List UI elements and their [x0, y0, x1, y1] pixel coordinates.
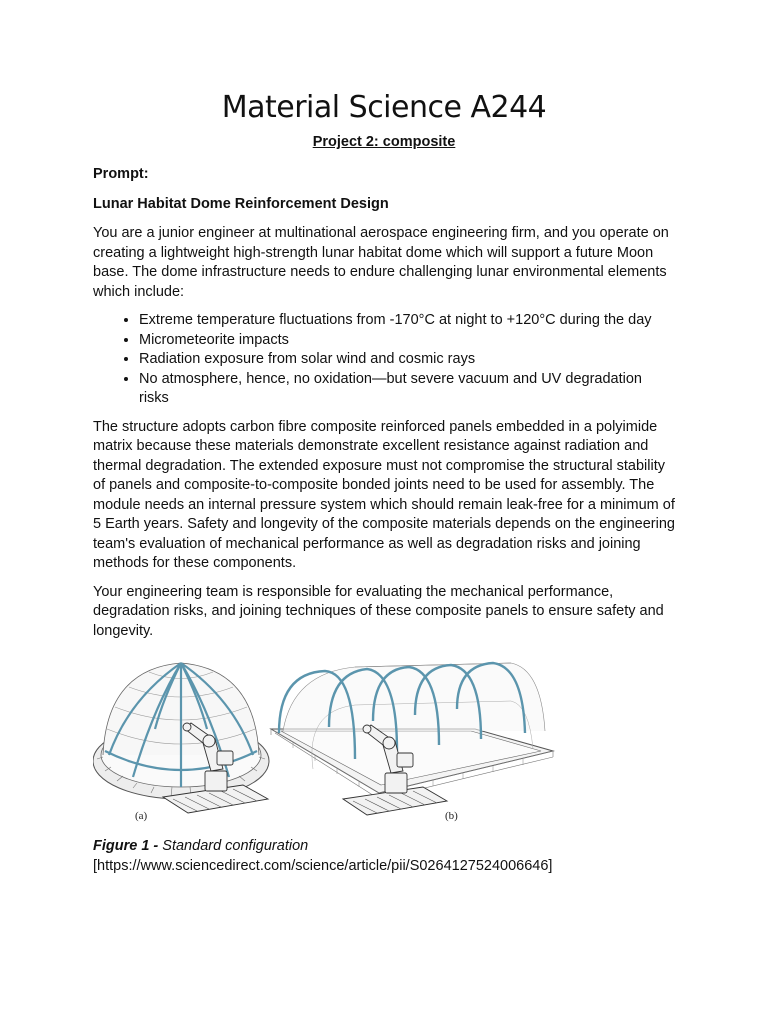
- figure-label-b: (b): [445, 810, 458, 822]
- list-item: • No atmosphere, hence, no oxidation—but severe vacuum and UV degradation risks: [139, 370, 675, 409]
- tunnel-illustration: [271, 663, 553, 799]
- list-item: • Extreme temperature fluctuations from -170°C at night to +120°C during the day: [139, 311, 675, 331]
- list-item: • Radiation exposure from solar wind and cosmic rays: [139, 350, 675, 370]
- figure-number: Figure 1 -: [93, 838, 159, 854]
- figure-label-a: (a): [135, 810, 148, 822]
- figure-caption-text: Standard configuration: [162, 838, 309, 854]
- list-item: • Micrometeorite impacts: [139, 331, 675, 351]
- section-title: Lunar Habitat Dome Reinforcement Design: [93, 196, 389, 212]
- habitat-figure: [93, 659, 563, 829]
- intro-paragraph: You are a junior engineer at multinational aerospace engineering firm, and you operate on creating a lightweight high-strength lunar habitat dome which will support a future Moon base. The dome infrastructure needs to endure challenging lunar environmental elements which include:: [93, 225, 669, 300]
- document-title: Material Science A244: [221, 90, 547, 125]
- dome-illustration: [93, 663, 269, 799]
- habitat-illustration: [93, 659, 563, 829]
- team-paragraph: Your engineering team is responsible for evaluating the mechanical performance, degradation risks, and joining techniques of these composite panels to ensure safety and longevity.: [93, 583, 664, 639]
- hazard-list: [93, 311, 675, 409]
- project-subtitle: Project 2: composite: [312, 134, 456, 150]
- figure-caption: [93, 837, 675, 876]
- prompt-label: Prompt:: [93, 166, 149, 182]
- figure-source: [https://www.sciencedirect.com/science/article/pii/S0264127524006646]: [93, 857, 553, 874]
- structure-paragraph: The structure adopts carbon fibre composite reinforced panels embedded in a polyimide matrix because these materials demonstrate excellent resistance against radiation and thermal degradation. The extended exposure must not compromise the structural stability of panels and composite-to-composite bonded joints need to be used for assembly. The module needs an internal pressure system which should remain leak-free for a minimum of 5 Earth years. Safety and longevity of the composite materials depends on the engineering team's evaluation of mechanical performance as well as degradation risks and joining methods for these components.: [93, 418, 675, 571]
